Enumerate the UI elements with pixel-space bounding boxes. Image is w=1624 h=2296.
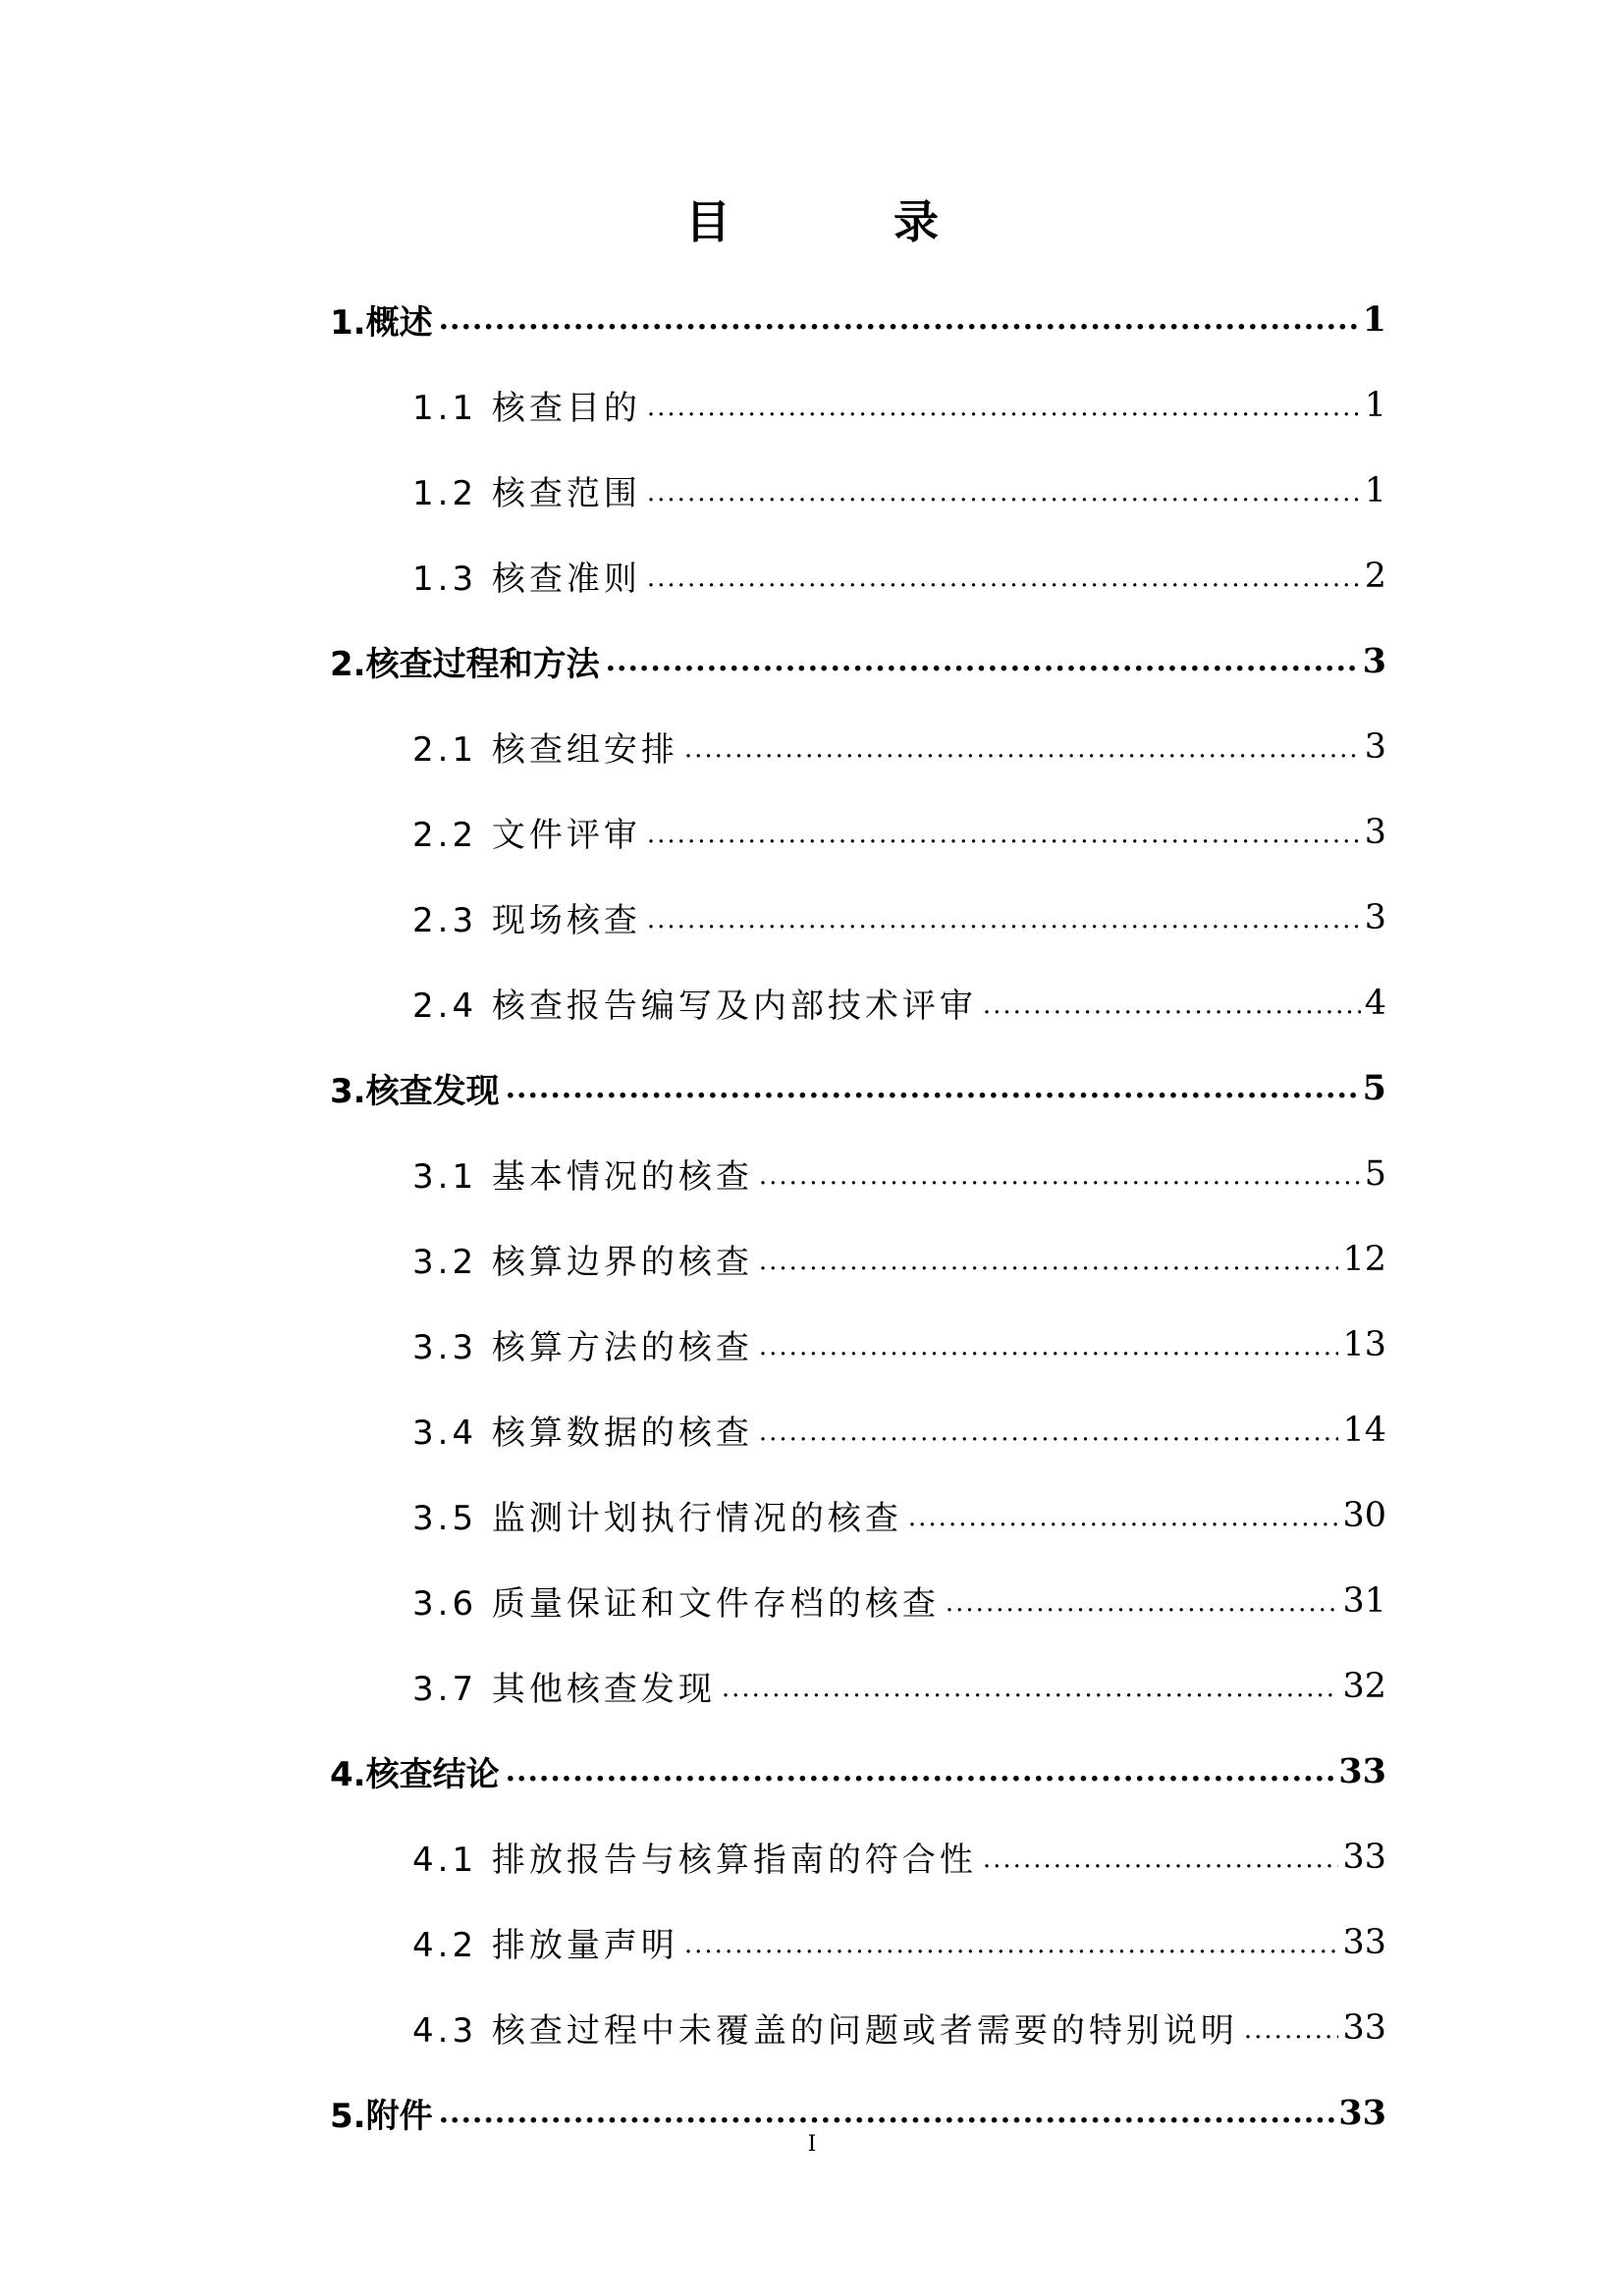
toc-entry[interactable] [330, 1643, 1386, 1729]
toc-entry-label: 3.3 核算方法的核查 [412, 1328, 753, 1367]
dot-leader [908, 1499, 1339, 1532]
toc-entry-page: 13 [1342, 1324, 1386, 1364]
toc-entry-page: 1 [1362, 299, 1386, 340]
dot-leader [647, 560, 1361, 593]
toc-entry-label: 2.2 文件评审 [412, 816, 641, 855]
toc-entry-page: 14 [1342, 1410, 1386, 1450]
toc-entry[interactable] [330, 1472, 1386, 1558]
toc-entry[interactable] [330, 960, 1386, 1045]
toc-entry-label: 4.1 排放报告与核算指南的符合性 [412, 1841, 977, 1880]
toc-entry-page: 33 [1338, 2093, 1386, 2133]
toc-entry-page: 32 [1342, 1666, 1386, 1706]
toc-entry-label: 3.5 监测计划执行情况的核查 [412, 1499, 902, 1538]
toc-entry-label: 1.1 核查目的 [412, 389, 641, 428]
toc-entry-page: 4 [1364, 983, 1386, 1023]
toc-entry[interactable] [330, 618, 1386, 704]
toc-entry-page: 1 [1364, 385, 1386, 425]
dot-leader [647, 474, 1361, 507]
toc-title: 目 录 [685, 195, 998, 248]
toc-entry-label: 2.核查过程和方法 [330, 645, 600, 684]
toc-entry-page: 3 [1362, 641, 1386, 681]
dot-leader [946, 1584, 1339, 1618]
toc-entry[interactable] [330, 1814, 1386, 1899]
dot-leader [983, 1841, 1339, 1874]
toc-entry-label: 3.1 基本情况的核查 [412, 1157, 753, 1197]
dot-leader [759, 1157, 1361, 1191]
toc-entry-label: 1.2 核查范围 [412, 474, 641, 513]
toc-entry[interactable] [330, 789, 1386, 875]
dot-leader [647, 901, 1361, 934]
toc-entry-label: 3.4 核算数据的核查 [412, 1414, 753, 1453]
dot-leader [439, 2097, 1335, 2130]
toc-entry[interactable] [330, 1302, 1386, 1387]
dot-leader [759, 1243, 1339, 1276]
toc-entry[interactable] [330, 1985, 1386, 2070]
toc-entry-page: 33 [1342, 1922, 1386, 1962]
toc-entry[interactable] [330, 704, 1386, 789]
toc-entry-label: 2.3 现场核查 [412, 901, 641, 940]
toc-entry-page: 3 [1364, 897, 1386, 937]
toc-entry-label: 4.核查结论 [330, 1755, 500, 1794]
toc-entry-label: 1.3 核查准则 [412, 560, 641, 599]
toc-entry-page: 1 [1364, 470, 1386, 510]
dot-leader [647, 816, 1361, 849]
dot-leader [1244, 2011, 1339, 2045]
toc-entry-label: 5.附件 [330, 2097, 433, 2136]
toc-entry-label: 2.4 核查报告编写及内部技术评审 [412, 987, 977, 1026]
toc-entry[interactable] [330, 875, 1386, 960]
toc-entry[interactable] [330, 1131, 1386, 1216]
dot-leader [606, 645, 1359, 678]
toc-entry[interactable] [330, 1899, 1386, 1985]
toc-entry[interactable] [330, 1558, 1386, 1643]
toc-entry-label: 4.2 排放量声明 [412, 1926, 678, 1965]
dot-leader [684, 1926, 1339, 1959]
toc-entry-page: 33 [1342, 2007, 1386, 2048]
toc-entry-label: 3.核查发现 [330, 1072, 500, 1111]
toc-entry-page: 12 [1342, 1239, 1386, 1279]
dot-leader [684, 730, 1361, 764]
toc-entry[interactable] [330, 277, 1386, 362]
dot-leader [722, 1670, 1339, 1703]
table-of-contents [330, 277, 1386, 2156]
toc-entry-page: 33 [1342, 1837, 1386, 1877]
toc-entry-label: 3.7 其他核查发现 [412, 1670, 716, 1709]
toc-entry-page: 33 [1338, 1751, 1386, 1791]
toc-entry[interactable] [330, 1045, 1386, 1131]
page-number: I [807, 2132, 817, 2157]
dot-leader [983, 987, 1361, 1020]
toc-entry-label: 3.6 质量保证和文件存档的核查 [412, 1584, 940, 1624]
toc-entry-label: 3.2 核算边界的核查 [412, 1243, 753, 1282]
toc-entry-page: 3 [1364, 726, 1386, 767]
toc-entry[interactable] [330, 1387, 1386, 1472]
toc-entry-page: 30 [1342, 1495, 1386, 1535]
dot-leader [439, 303, 1359, 337]
toc-entry-page: 3 [1364, 812, 1386, 852]
dot-leader [506, 1072, 1359, 1105]
toc-entry[interactable] [330, 362, 1386, 448]
toc-entry-label: 4.3 核查过程中未覆盖的问题或者需要的特别说明 [412, 2011, 1238, 2051]
toc-entry[interactable] [330, 448, 1386, 533]
toc-entry-page: 31 [1342, 1580, 1386, 1621]
dot-leader [647, 389, 1361, 422]
toc-entry-label: 1.概述 [330, 303, 433, 343]
toc-entry[interactable] [330, 533, 1386, 618]
dot-leader [506, 1755, 1335, 1789]
dot-leader [759, 1328, 1339, 1362]
toc-entry[interactable] [330, 1729, 1386, 1814]
toc-entry-page: 2 [1364, 556, 1386, 596]
dot-leader [759, 1414, 1339, 1447]
toc-entry-page: 5 [1364, 1153, 1386, 1194]
toc-entry[interactable] [330, 1216, 1386, 1302]
toc-entry-label: 2.1 核查组安排 [412, 730, 678, 770]
toc-entry-page: 5 [1362, 1068, 1386, 1108]
